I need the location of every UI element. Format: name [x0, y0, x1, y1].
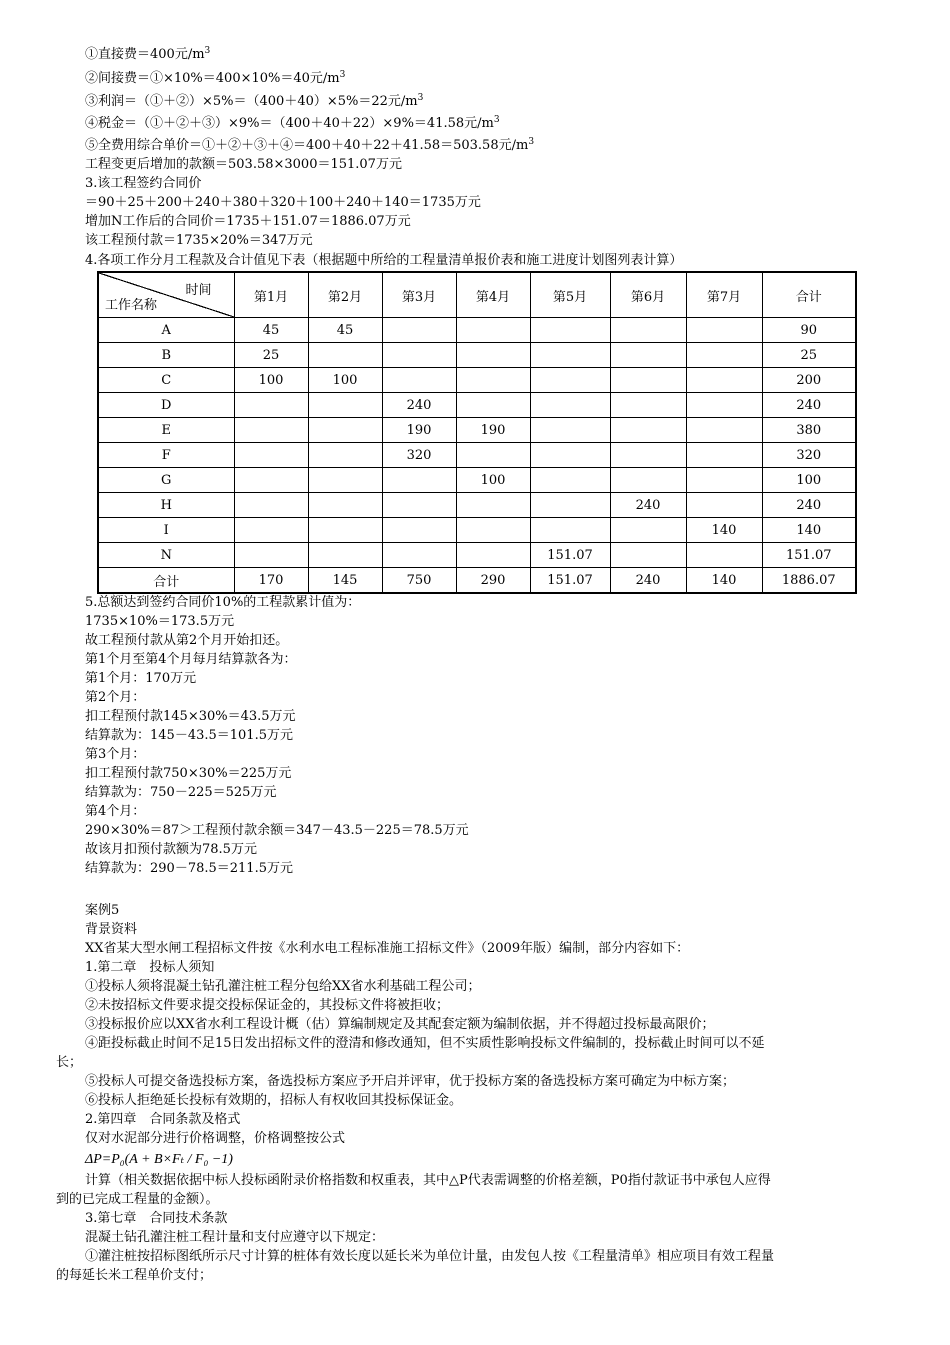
table-cell [308, 418, 382, 443]
table-cell: 750 [382, 568, 456, 594]
table-cell [610, 343, 686, 368]
list-item: ④距投标截止时间不足15日发出招标文件的澄清和修改通知，但不实质性影响投标文件编制的，投标截止时间可以不延 [85, 1036, 765, 1051]
table-cell: 45 [308, 318, 382, 343]
text-line: 结算款为：290－78.5＝211.5万元 [85, 861, 293, 876]
row-total: 320 [762, 443, 856, 468]
text-line: 5.总额达到签约合同价10%的工程款累计值为： [85, 595, 361, 610]
table-cell [382, 343, 456, 368]
table-cell [456, 443, 530, 468]
chapter-heading: 1.第二章 投标人须知 [85, 960, 215, 975]
table-cell: 151.07 [530, 568, 610, 594]
table-cell [686, 443, 762, 468]
table-cell [382, 368, 456, 393]
table-cell [530, 518, 610, 543]
row-total: 25 [762, 343, 856, 368]
row-total: 151.07 [762, 543, 856, 568]
table-row [98, 543, 856, 568]
text-line: ④税金＝（①＋②＋③）×9%＝（400＋40＋22）×9%＝41.58元$/m^3$ [85, 115, 500, 131]
table-row [98, 318, 856, 343]
case-background-heading: 背景资料 [85, 922, 138, 937]
table-cell: 170 [234, 568, 308, 594]
table-cell [308, 468, 382, 493]
table-cell [308, 393, 382, 418]
case-intro: XX省某大型水闸工程招标文件按《水利水电工程标准施工招标文件》（2009年版）编制，部分内容如下： [85, 941, 690, 956]
table-cell [530, 318, 610, 343]
table-cell [686, 343, 762, 368]
text-line-continuation: 的每延长米工程单价支付； [56, 1268, 213, 1283]
table-cell [382, 318, 456, 343]
row-total: 100 [762, 468, 856, 493]
list-item: ⑥投标人拒绝延长投标有效期的，招标人有权收回其投标保证金。 [85, 1093, 463, 1108]
text-line: 工程变更后增加的款额＝503.58×3000＝151.07万元 [85, 157, 402, 172]
table-cell [456, 493, 530, 518]
row-label: B [98, 343, 234, 368]
table-cell [382, 543, 456, 568]
table-row [98, 518, 856, 543]
table-row [98, 418, 856, 443]
row-total: 90 [762, 318, 856, 343]
list-item: ③投标报价应以XX省水利工程设计概（估）算编制规定及其配套定额为编制依据，并不得超过投标最高限价； [85, 1017, 715, 1032]
table-cell [530, 368, 610, 393]
text-line: ①灌注桩按招标图纸所示尺寸计算的桩体有效长度以延长米为单位计量，由发包人按《工程量清单》相应项目有效工程量 [85, 1249, 775, 1264]
table-cell: 25 [234, 343, 308, 368]
table-cell [686, 418, 762, 443]
table-cell [530, 468, 610, 493]
total-row [98, 568, 856, 594]
row-total: 240 [762, 493, 856, 518]
table-row [98, 443, 856, 468]
table-cell [456, 318, 530, 343]
text-line: 第1个月：170万元 [85, 671, 197, 686]
list-item: ①投标人须将混凝土钻孔灌注桩工程分包给XX省水利基础工程公司； [85, 979, 481, 994]
table-cell [234, 418, 308, 443]
table-cell: 100 [234, 368, 308, 393]
table-cell: 145 [308, 568, 382, 594]
table-cell [456, 543, 530, 568]
month-header: 第1月 [234, 272, 308, 318]
list-item: ②未按招标文件要求提交投标保证金的，其投标文件将被拒收； [85, 998, 450, 1013]
total-header: 合计 [762, 272, 856, 318]
table-cell: 290 [456, 568, 530, 594]
row-total: 1886.07 [762, 568, 856, 594]
table-cell [456, 518, 530, 543]
table-cell [610, 543, 686, 568]
table-cell [530, 343, 610, 368]
table-cell [308, 493, 382, 518]
table-cell: 100 [456, 468, 530, 493]
table-cell: 320 [382, 443, 456, 468]
text-line: 290×30%＝87＞工程预付款余额＝347－43.5－225＝78.5万元 [85, 823, 469, 838]
monthly-payment-table [97, 271, 857, 594]
table-cell [530, 418, 610, 443]
table-cell [308, 518, 382, 543]
table-cell [610, 468, 686, 493]
list-item: ⑤投标人可提交备选投标方案，备选投标方案应予开启并评审，优于投标方案的备选投标方案可确定为中标方案； [85, 1074, 736, 1089]
text-line: 混凝土钻孔灌注桩工程计量和支付应遵守以下规定： [85, 1230, 385, 1245]
table-header-row [98, 272, 856, 318]
table-row [98, 368, 856, 393]
text-line: 第4个月： [85, 804, 146, 819]
table-cell [234, 468, 308, 493]
table-cell [530, 493, 610, 518]
table-cell: 151.07 [530, 543, 610, 568]
table-cell: 45 [234, 318, 308, 343]
table-cell [530, 393, 610, 418]
table-cell [456, 343, 530, 368]
table-cell [686, 493, 762, 518]
table-row [98, 393, 856, 418]
month-header: 第4月 [456, 272, 530, 318]
table-cell [686, 318, 762, 343]
text-line: 故该月扣预付款额为78.5万元 [85, 842, 257, 857]
text-line: 1735×10%＝173.5万元 [85, 614, 235, 629]
corner-header [98, 272, 234, 318]
row-label: C [98, 368, 234, 393]
row-label: N [98, 543, 234, 568]
month-header: 第2月 [308, 272, 382, 318]
row-label: H [98, 493, 234, 518]
table-cell: 100 [308, 368, 382, 393]
table-cell [610, 418, 686, 443]
table-cell: 240 [610, 493, 686, 518]
table-cell: 240 [382, 393, 456, 418]
table-cell [456, 393, 530, 418]
text-line: ＝90＋25＋200＋240＋380＋320＋100＋240＋140＝1735万元 [85, 195, 481, 210]
text-line: 结算款为：145－43.5＝101.5万元 [85, 728, 293, 743]
table-cell [610, 368, 686, 393]
table-cell: 140 [686, 518, 762, 543]
row-label: D [98, 393, 234, 418]
row-label: I [98, 518, 234, 543]
table-cell: 140 [686, 568, 762, 594]
table-cell: 190 [382, 418, 456, 443]
table-cell [686, 368, 762, 393]
table-cell [308, 443, 382, 468]
table-cell: 190 [456, 418, 530, 443]
table-cell [610, 443, 686, 468]
corner-time-label: 时间 [185, 283, 212, 298]
text-line: 故工程预付款从第2个月开始扣还。 [85, 633, 289, 648]
chapter-heading: 2.第四章 合同条款及格式 [85, 1112, 241, 1127]
table-cell [234, 543, 308, 568]
table-row [98, 468, 856, 493]
text-line: ⑤全费用综合单价＝①＋②＋③＋④＝400＋40＋22＋41.58＝503.58元$/m^3$ [85, 137, 535, 153]
table-cell [686, 543, 762, 568]
text-line: 计算（相关数据依据中标人投标函附录价格指数和权重表，其中△P代表需调整的价格差额，P0指付款证书中承包人应得 [85, 1173, 771, 1188]
table-cell [382, 468, 456, 493]
text-line: 4.各项工作分月工程款及合计值见下表（根据题中所给的工程量清单报价表和施工进度计划图列表计算） [85, 253, 683, 268]
price-adjustment-formula: ΔP=P₀(A + B×Fₜ / F₀ −1) [85, 1152, 233, 1167]
row-label: F [98, 443, 234, 468]
text-line: 3.该工程签约合同价 [85, 176, 202, 191]
row-label: G [98, 468, 234, 493]
month-header: 第7月 [686, 272, 762, 318]
table-cell [610, 518, 686, 543]
row-total: 380 [762, 418, 856, 443]
table-cell [234, 393, 308, 418]
table-cell [456, 368, 530, 393]
table-cell [234, 518, 308, 543]
table-cell [686, 393, 762, 418]
table-cell [530, 443, 610, 468]
text-line-continuation: 到的已完成工程量的金额）。 [56, 1192, 219, 1207]
month-header: 第5月 [530, 272, 610, 318]
text-line: 仅对水泥部分进行价格调整，价格调整按公式 [85, 1131, 346, 1146]
text-line: 增加N工作后的合同价＝1735＋151.07＝1886.07万元 [85, 214, 411, 229]
table-cell [610, 318, 686, 343]
row-label: E [98, 418, 234, 443]
corner-item-label: 工作名称 [105, 298, 158, 313]
table-cell [308, 543, 382, 568]
case-title: 案例5 [85, 903, 120, 918]
row-label: A [98, 318, 234, 343]
table-cell [382, 493, 456, 518]
list-item-continuation: 长； [56, 1055, 83, 1070]
row-total: 240 [762, 393, 856, 418]
text-line: 扣工程预付款750×30%＝225万元 [85, 766, 292, 781]
table-cell [686, 468, 762, 493]
table-cell [610, 393, 686, 418]
text-line: ③利润＝（①＋②）×5%＝（400＋40）×5%＝22元$/m^3$ [85, 93, 424, 109]
text-line: 扣工程预付款145×30%＝43.5万元 [85, 709, 296, 724]
row-total: 200 [762, 368, 856, 393]
text-line: 第3个月： [85, 747, 146, 762]
table-cell [308, 343, 382, 368]
text-line: 该工程预付款＝1735×20%＝347万元 [85, 233, 313, 248]
text-line: 第2个月： [85, 690, 146, 705]
table-cell: 240 [610, 568, 686, 594]
text-line: ①直接费＝400元$/m^3$ [85, 46, 211, 62]
chapter-heading: 3.第七章 合同技术条款 [85, 1211, 228, 1226]
table-row [98, 343, 856, 368]
month-header: 第6月 [610, 272, 686, 318]
month-header: 第3月 [382, 272, 456, 318]
table-cell [234, 493, 308, 518]
row-total: 140 [762, 518, 856, 543]
table-cell [234, 443, 308, 468]
text-line: 结算款为：750－225＝525万元 [85, 785, 277, 800]
text-line: 第1个月至第4个月每月结算款各为： [85, 652, 297, 667]
text-line: ②间接费＝①×10%＝400×10%＝40元$/m^3$ [85, 70, 346, 86]
row-label: 合计 [98, 568, 234, 594]
table-row [98, 493, 856, 518]
table-cell [382, 518, 456, 543]
